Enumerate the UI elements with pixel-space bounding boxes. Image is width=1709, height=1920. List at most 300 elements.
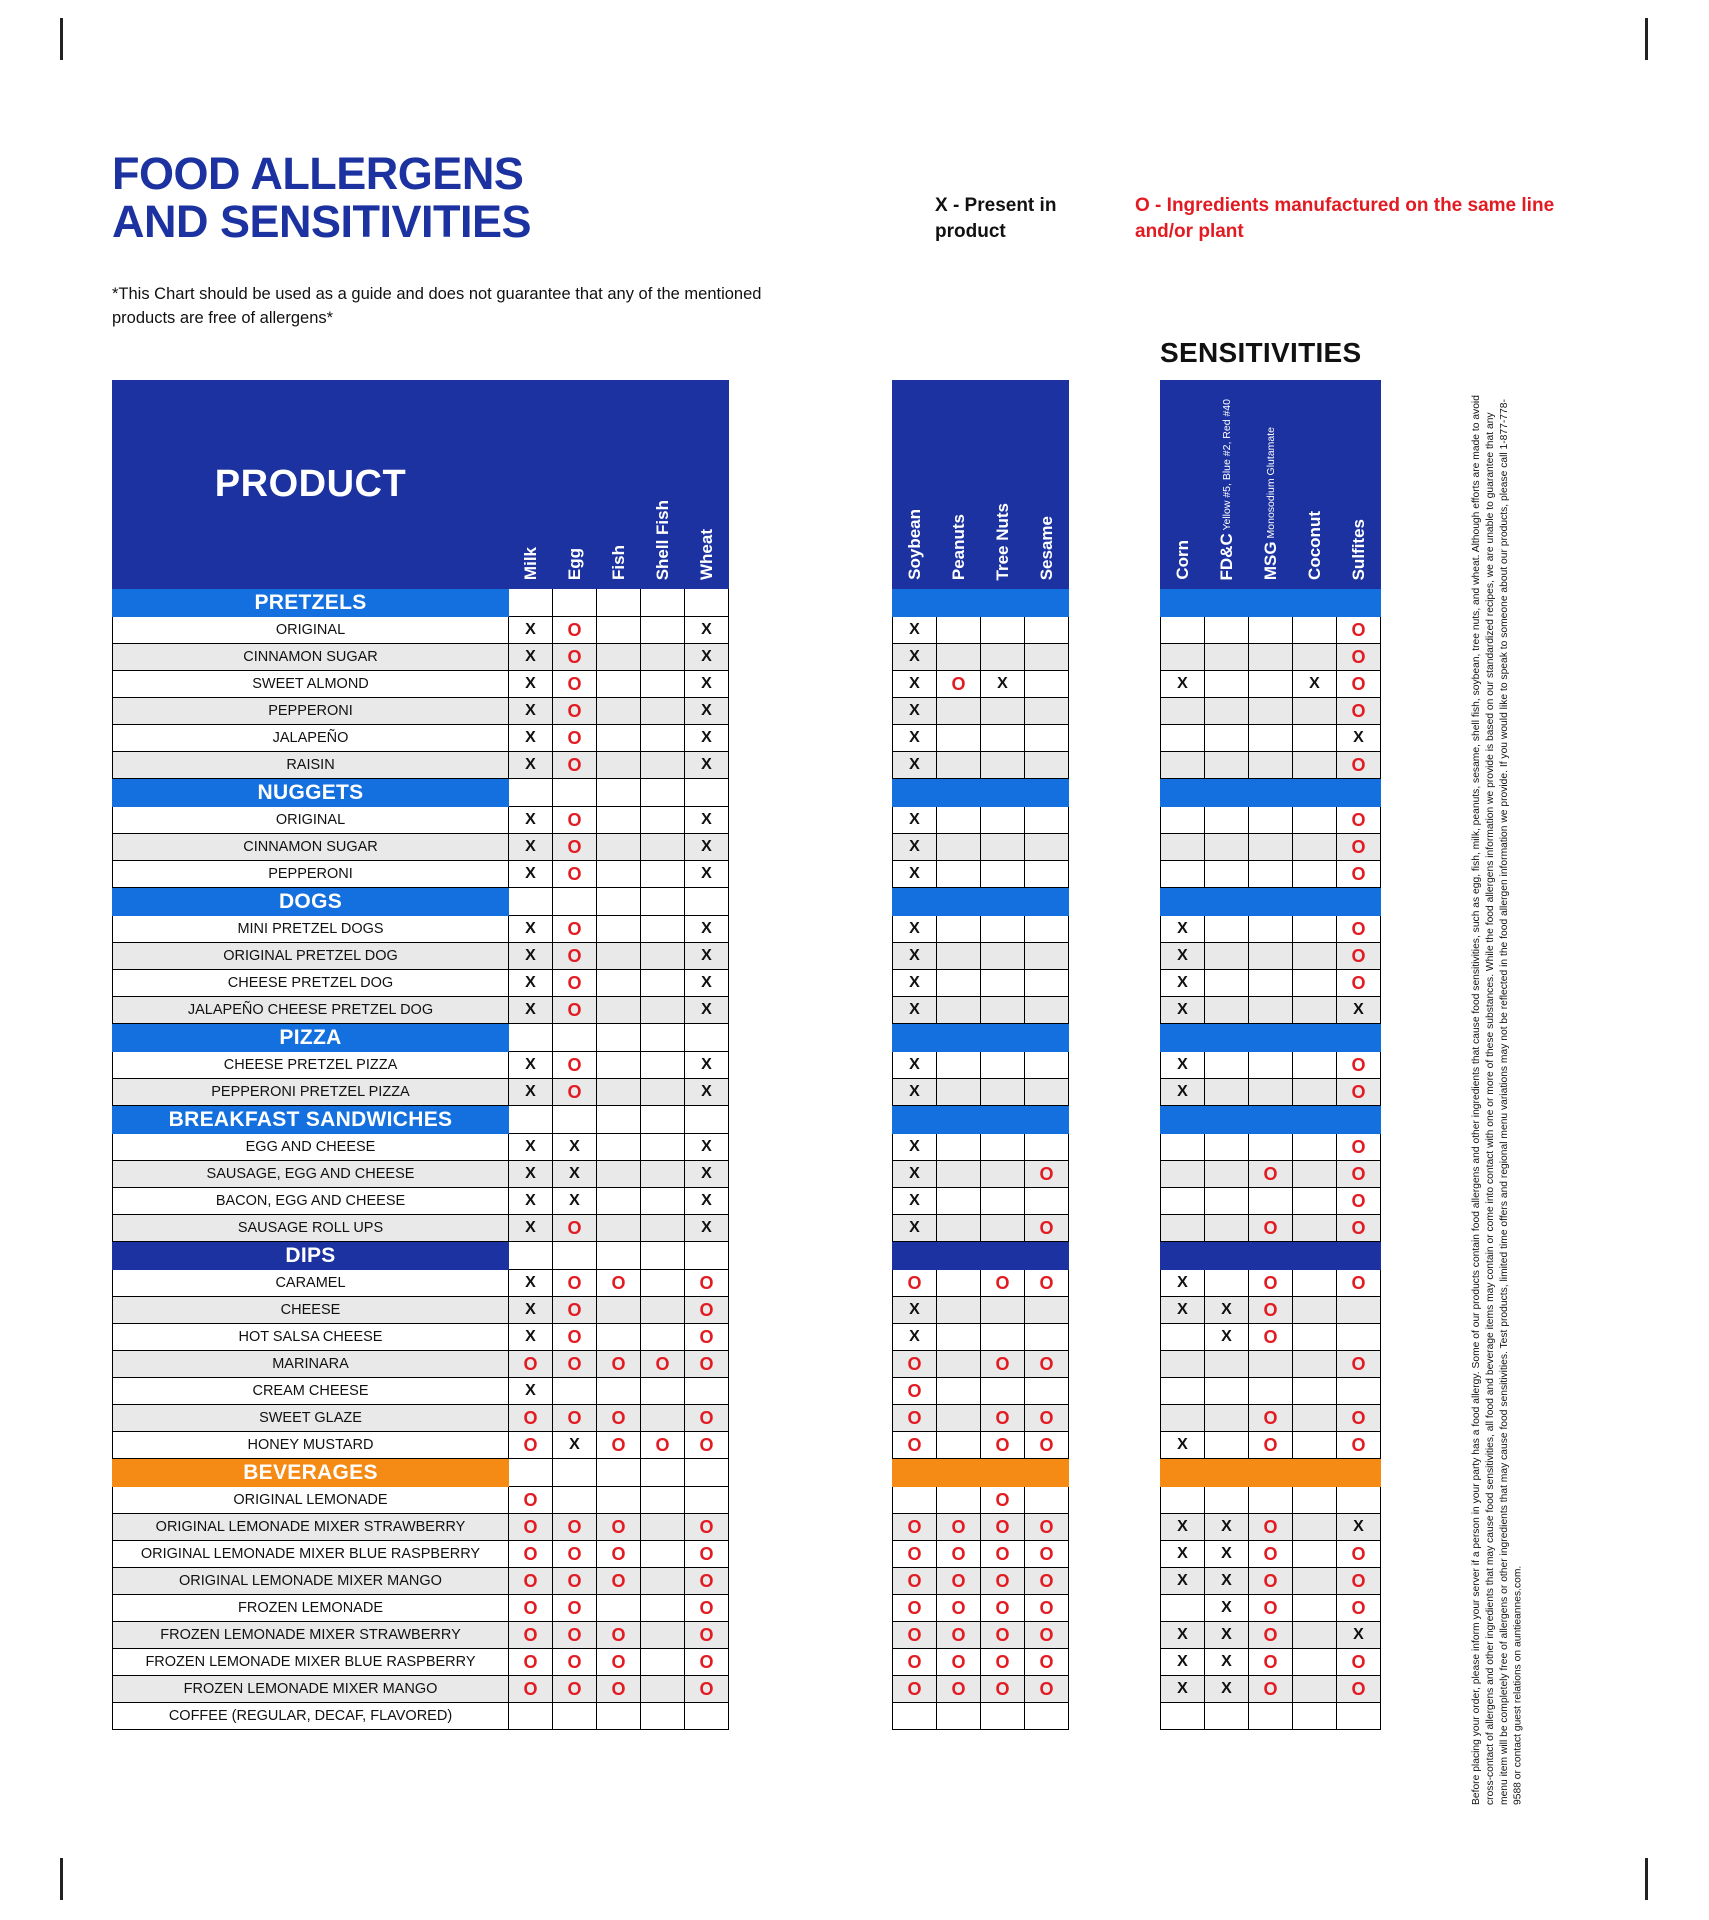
table-row [1161, 617, 1381, 644]
allergen-cell-peanuts: O [937, 1622, 981, 1649]
allergen-cell-egg: O [553, 943, 597, 970]
product-name-cell: SAUSAGE, EGG AND CHEESE [113, 1161, 509, 1188]
allergen-cell-tree-nuts: O [981, 1622, 1025, 1649]
allergen-cell-peanuts: O [937, 1649, 981, 1676]
allergen-cell-peanuts: O [937, 671, 981, 698]
allergen-cell-soybean: O [893, 1676, 937, 1703]
category-band-cell [1161, 779, 1205, 807]
allergen-cell-sesame [1025, 752, 1069, 779]
sensitivity-cell-corn: X [1161, 1297, 1205, 1324]
category-band-cell [1249, 589, 1293, 617]
allergen-cell-wheat: X [685, 617, 729, 644]
sensitivity-cell-sulfites: O [1337, 970, 1381, 997]
category-band-cell [1293, 1459, 1337, 1487]
allergen-cell-fish [597, 943, 641, 970]
category-band-cell [937, 779, 981, 807]
allergen-cell-soybean: X [893, 834, 937, 861]
sensitivity-cell-msg: O [1249, 1270, 1293, 1297]
allergen-cell-sesame [1025, 617, 1069, 644]
allergen-cell-egg: O [553, 1541, 597, 1568]
product-name-cell: MINI PRETZEL DOGS [113, 916, 509, 943]
allergen-cell-wheat: X [685, 807, 729, 834]
table-row [893, 916, 1069, 943]
sensitivity-cell-fd-c [1205, 671, 1249, 698]
sensitivity-cell-msg: O [1249, 1541, 1293, 1568]
sensitivity-cell-corn: X [1161, 1079, 1205, 1106]
product-name-cell: ORIGINAL [113, 617, 509, 644]
allergen-cell-shell-fish [641, 1568, 685, 1595]
allergen-cell-soybean: O [893, 1649, 937, 1676]
allergen-cell-peanuts [937, 752, 981, 779]
allergen-cell-wheat: X [685, 698, 729, 725]
table-row [113, 671, 729, 698]
allergen-cell-shell-fish [641, 1079, 685, 1106]
sensitivity-cell-corn [1161, 861, 1205, 888]
allergen-cell-tree-nuts [981, 970, 1025, 997]
sensitivity-cell-coconut [1293, 970, 1337, 997]
table-row [113, 916, 729, 943]
category-spacer-cell [641, 1242, 685, 1270]
category-band-cell [981, 888, 1025, 916]
category-spacer-cell [641, 1459, 685, 1487]
product-name-cell: CINNAMON SUGAR [113, 834, 509, 861]
table-row [1161, 943, 1381, 970]
sensitivity-cell-corn [1161, 1188, 1205, 1215]
column-header-coconut: Coconut [1293, 381, 1337, 589]
product-name-cell: COFFEE (REGULAR, DECAF, FLAVORED) [113, 1703, 509, 1730]
sensitivity-cell-corn [1161, 834, 1205, 861]
allergen-cell-soybean: X [893, 725, 937, 752]
allergen-cell-peanuts [937, 1270, 981, 1297]
allergen-cell-milk: X [509, 752, 553, 779]
allergen-cell-wheat: O [685, 1622, 729, 1649]
allergen-cell-sesame [1025, 807, 1069, 834]
table-row [1161, 725, 1381, 752]
table-row [1161, 861, 1381, 888]
sensitivity-cell-fd-c [1205, 725, 1249, 752]
allergen-cell-egg: X [553, 1432, 597, 1459]
allergen-cell-egg: O [553, 834, 597, 861]
allergen-cell-sesame: O [1025, 1595, 1069, 1622]
sensitivity-cell-coconut [1293, 834, 1337, 861]
allergen-cell-wheat: O [685, 1568, 729, 1595]
sensitivity-cell-corn [1161, 752, 1205, 779]
category-band-cell [1293, 1106, 1337, 1134]
allergen-cell-soybean: O [893, 1568, 937, 1595]
allergen-cell-fish: O [597, 1405, 641, 1432]
allergen-cell-milk: O [509, 1487, 553, 1514]
table-row [113, 1079, 729, 1106]
category-band-cell [981, 1459, 1025, 1487]
allergen-cell-soybean: O [893, 1405, 937, 1432]
category-spacer-cell [597, 888, 641, 916]
allergen-cell-fish [597, 1215, 641, 1242]
allergen-cell-sesame [1025, 671, 1069, 698]
allergen-cell-egg: O [553, 671, 597, 698]
allergen-cell-wheat: X [685, 1188, 729, 1215]
sensitivity-cell-fd-c [1205, 1703, 1249, 1730]
table-row [1161, 807, 1381, 834]
allergen-cell-milk: X [509, 970, 553, 997]
allergen-cell-soybean: O [893, 1432, 937, 1459]
category-band-cell [1249, 779, 1293, 807]
product-name-cell: CINNAMON SUGAR [113, 644, 509, 671]
table-row [1161, 1079, 1381, 1106]
allergen-cell-egg: O [553, 1595, 597, 1622]
allergen-cell-wheat: X [685, 1215, 729, 1242]
sensitivity-cell-msg [1249, 1378, 1293, 1405]
column-header-sulfites: Sulfites [1337, 381, 1381, 589]
allergen-cell-fish [597, 834, 641, 861]
product-name-cell: ORIGINAL LEMONADE MIXER STRAWBERRY [113, 1514, 509, 1541]
product-name-cell: ORIGINAL LEMONADE [113, 1487, 509, 1514]
allergen-cell-sesame: O [1025, 1161, 1069, 1188]
allergen-cell-tree-nuts: O [981, 1432, 1025, 1459]
table-row [1161, 997, 1381, 1024]
sensitivity-cell-fd-c [1205, 943, 1249, 970]
allergen-cell-sesame [1025, 698, 1069, 725]
allergen-cell-tree-nuts [981, 1378, 1025, 1405]
sensitivity-cell-coconut [1293, 916, 1337, 943]
allergen-cell-soybean: X [893, 970, 937, 997]
sensitivity-cell-fd-c [1205, 1432, 1249, 1459]
page-title-line2: AND SENSITIVITIES [112, 195, 532, 247]
allergen-cell-shell-fish [641, 644, 685, 671]
allergen-cell-sesame: O [1025, 1514, 1069, 1541]
allergen-cell-shell-fish [641, 1649, 685, 1676]
sensitivity-cell-coconut [1293, 1622, 1337, 1649]
table-row [113, 1215, 729, 1242]
category-band-cell [893, 589, 937, 617]
legend-o-shared-line: O - Ingredients manufactured on the same line and/or plant [1135, 195, 1555, 242]
product-name-cell: FROZEN LEMONADE MIXER BLUE RASPBERRY [113, 1649, 509, 1676]
sensitivity-cell-msg: O [1249, 1215, 1293, 1242]
table-row [893, 1134, 1069, 1161]
allergen-cell-soybean: X [893, 807, 937, 834]
allergen-cell-peanuts [937, 943, 981, 970]
allergen-cell-tree-nuts: O [981, 1351, 1025, 1378]
sensitivity-cell-corn [1161, 1703, 1205, 1730]
footnote-text: Before placing your order, please inform your server if a person in your party has a food allergy. Some of our products contain food allergens and other ingredients that cause food sensitivities, such as egg, fish, milk, peanuts, sesame, shell fish, soybean, tree nuts, and wheat. Although efforts are made to avoid cross-contact of allergens and other ingredients that may cause food sensitivities, all food and beverage items may contain or come into contact with one or more of these substances. While the food allergens information we provide is based on our standardized recipes, we are unable to guarantee that any menu item will be completely free of allergens or other ingredients that may cause food sensitivities. Test products, limited time offers and regional menu variations may not be reflected in the food allergen information we provide. If you would like to speak to someone about our products, please call 1-877-778-9588 or contact guest relations on auntieannes.com. [1471, 395, 1524, 1805]
sensitivity-cell-corn [1161, 807, 1205, 834]
table-row [893, 1405, 1069, 1432]
allergen-cell-tree-nuts: O [981, 1514, 1025, 1541]
allergen-cell-wheat: X [685, 671, 729, 698]
table-row [1161, 1649, 1381, 1676]
allergen-cell-milk: X [509, 1134, 553, 1161]
allergen-cell-tree-nuts: O [981, 1405, 1025, 1432]
allergen-cell-milk: O [509, 1568, 553, 1595]
allergen-cell-egg: O [553, 617, 597, 644]
table-row [113, 1188, 729, 1215]
allergen-cell-shell-fish [641, 1514, 685, 1541]
allergen-cell-soybean: X [893, 671, 937, 698]
allergen-cell-sesame [1025, 1378, 1069, 1405]
sensitivity-cell-coconut [1293, 807, 1337, 834]
column-header-peanuts: Peanuts [937, 381, 981, 589]
table-row [113, 1378, 729, 1405]
allergen-cell-sesame [1025, 1487, 1069, 1514]
category-band-cell [1161, 1459, 1205, 1487]
allergen-cell-tree-nuts [981, 1079, 1025, 1106]
table-row [113, 698, 729, 725]
sensitivity-cell-corn: X [1161, 1541, 1205, 1568]
category-band-cell [981, 1242, 1025, 1270]
allergen-cell-milk: X [509, 807, 553, 834]
table-row [893, 1541, 1069, 1568]
table-row [1161, 1215, 1381, 1242]
crop-mark-bottom-right [1645, 1858, 1648, 1900]
sensitivity-cell-sulfites: O [1337, 834, 1381, 861]
category-spacer-cell [641, 779, 685, 807]
allergen-cell-wheat: O [685, 1649, 729, 1676]
allergen-cell-fish [597, 916, 641, 943]
sensitivity-cell-coconut [1293, 1405, 1337, 1432]
allergen-cell-milk: X [509, 834, 553, 861]
allergen-cell-egg: O [553, 644, 597, 671]
sensitivity-cell-fd-c [1205, 1161, 1249, 1188]
category-band-cell [893, 1459, 937, 1487]
sensitivity-cell-sulfites: O [1337, 1568, 1381, 1595]
allergen-cell-milk: O [509, 1622, 553, 1649]
allergen-cell-milk: X [509, 943, 553, 970]
allergen-cell-tree-nuts [981, 1215, 1025, 1242]
table-row [1161, 1052, 1381, 1079]
sensitivity-cell-msg [1249, 1052, 1293, 1079]
sensitivity-cell-corn: X [1161, 1676, 1205, 1703]
allergen-cell-tree-nuts [981, 1188, 1025, 1215]
category-band-cell [1337, 1459, 1381, 1487]
table-row [1161, 1622, 1381, 1649]
allergen-cell-wheat: X [685, 916, 729, 943]
table-row [1161, 1487, 1381, 1514]
table-row [1161, 698, 1381, 725]
table-row [113, 1622, 729, 1649]
sensitivity-cell-coconut [1293, 644, 1337, 671]
allergen-cell-peanuts [937, 916, 981, 943]
sensitivity-cell-sulfites: O [1337, 617, 1381, 644]
product-name-cell: RAISIN [113, 752, 509, 779]
sensitivity-cell-fd-c [1205, 617, 1249, 644]
sensitivity-cell-coconut [1293, 997, 1337, 1024]
allergen-cell-wheat: O [685, 1270, 729, 1297]
allergen-cell-milk: O [509, 1351, 553, 1378]
allergen-cell-soybean: X [893, 943, 937, 970]
sensitivity-cell-sulfites: O [1337, 1649, 1381, 1676]
sensitivity-cell-corn: X [1161, 970, 1205, 997]
sensitivity-cell-coconut [1293, 617, 1337, 644]
table-row [1161, 1595, 1381, 1622]
sensitivity-cell-coconut [1293, 1568, 1337, 1595]
sensitivity-cell-corn: X [1161, 671, 1205, 698]
sensitivity-cell-sulfites: O [1337, 1188, 1381, 1215]
product-name-cell: FROZEN LEMONADE MIXER STRAWBERRY [113, 1622, 509, 1649]
allergen-cell-wheat: O [685, 1324, 729, 1351]
sensitivity-cell-msg: O [1249, 1324, 1293, 1351]
category-band-cell [1205, 589, 1249, 617]
allergen-cell-tree-nuts: X [981, 671, 1025, 698]
allergen-cell-sesame [1025, 1324, 1069, 1351]
allergen-cell-egg: O [553, 1052, 597, 1079]
allergen-cell-egg: O [553, 1351, 597, 1378]
column-header-milk: Milk [509, 381, 553, 589]
allergen-cell-shell-fish [641, 1378, 685, 1405]
sensitivity-cell-msg [1249, 725, 1293, 752]
table-row [893, 698, 1069, 725]
allergen-cell-peanuts: O [937, 1568, 981, 1595]
category-band-cell [981, 1106, 1025, 1134]
sensitivity-cell-sulfites: X [1337, 1514, 1381, 1541]
allergen-cell-egg: O [553, 1568, 597, 1595]
allergen-cell-peanuts [937, 1134, 981, 1161]
sensitivity-cell-corn [1161, 698, 1205, 725]
sensitivity-cell-sulfites: O [1337, 861, 1381, 888]
category-band-cell [1025, 1459, 1069, 1487]
allergen-cell-fish [597, 1052, 641, 1079]
allergen-cell-shell-fish [641, 1270, 685, 1297]
table-row [113, 644, 729, 671]
allergen-cell-sesame: O [1025, 1568, 1069, 1595]
allergen-cell-shell-fish [641, 1487, 685, 1514]
allergen-cell-sesame [1025, 861, 1069, 888]
table-row [893, 807, 1069, 834]
category-band-cell [937, 1106, 981, 1134]
allergen-cell-milk: X [509, 1324, 553, 1351]
table-row [1161, 1514, 1381, 1541]
sensitivity-cell-sulfites [1337, 1703, 1381, 1730]
sensitivity-cell-sulfites: X [1337, 997, 1381, 1024]
table-row [1161, 834, 1381, 861]
category-spacer-cell [553, 1106, 597, 1134]
sensitivity-cell-msg: O [1249, 1297, 1293, 1324]
sensitivity-cell-fd-c [1205, 1378, 1249, 1405]
allergen-cell-milk: O [509, 1676, 553, 1703]
category-spacer-cell [509, 589, 553, 617]
allergen-cell-milk: X [509, 861, 553, 888]
allergen-cell-peanuts [937, 1215, 981, 1242]
allergen-cell-egg: O [553, 1622, 597, 1649]
allergen-cell-soybean: X [893, 1052, 937, 1079]
allergen-cell-soybean: X [893, 1134, 937, 1161]
page-title [112, 150, 812, 245]
table-row [113, 834, 729, 861]
allergen-cell-milk: X [509, 725, 553, 752]
category-spacer-cell [597, 1459, 641, 1487]
sensitivity-cell-coconut: X [1293, 671, 1337, 698]
allergen-cell-fish [597, 1378, 641, 1405]
sensitivity-cell-msg [1249, 1079, 1293, 1106]
allergen-cell-tree-nuts: O [981, 1649, 1025, 1676]
sensitivity-cell-sulfites: O [1337, 1405, 1381, 1432]
allergen-cell-tree-nuts: O [981, 1270, 1025, 1297]
table-row [1161, 1405, 1381, 1432]
allergen-cell-fish [597, 1297, 641, 1324]
table-row [1161, 1297, 1381, 1324]
allergen-cell-wheat: O [685, 1405, 729, 1432]
allergen-cell-egg: O [553, 1514, 597, 1541]
category-header: DIPS [113, 1242, 509, 1270]
sensitivity-cell-msg [1249, 1487, 1293, 1514]
table-row [113, 1487, 729, 1514]
sensitivity-cell-fd-c: X [1205, 1595, 1249, 1622]
allergen-cell-soybean: X [893, 617, 937, 644]
sensitivity-cell-coconut [1293, 1541, 1337, 1568]
sensitivity-cell-coconut [1293, 1676, 1337, 1703]
sensitivity-cell-msg [1249, 834, 1293, 861]
sensitivity-cell-coconut [1293, 1215, 1337, 1242]
sensitivity-cell-fd-c [1205, 1215, 1249, 1242]
table-row [1161, 752, 1381, 779]
sensitivity-cell-coconut [1293, 1134, 1337, 1161]
category-spacer-cell [553, 589, 597, 617]
allergen-cell-soybean: X [893, 698, 937, 725]
category-header: BREAKFAST SANDWICHES [113, 1106, 509, 1134]
sensitivity-cell-corn: X [1161, 943, 1205, 970]
table-row [893, 1161, 1069, 1188]
table-row [1161, 1270, 1381, 1297]
sensitivity-cell-fd-c [1205, 1134, 1249, 1161]
allergen-cell-egg: O [553, 1649, 597, 1676]
allergen-cell-fish: O [597, 1432, 641, 1459]
allergen-cell-sesame: O [1025, 1676, 1069, 1703]
product-name-cell: PEPPERONI [113, 698, 509, 725]
table-row [893, 997, 1069, 1024]
allergen-cell-fish [597, 1188, 641, 1215]
sensitivity-cell-corn: X [1161, 1568, 1205, 1595]
allergen-cell-fish: O [597, 1514, 641, 1541]
table-row [113, 943, 729, 970]
allergen-cell-wheat: O [685, 1351, 729, 1378]
product-name-cell: CARAMEL [113, 1270, 509, 1297]
allergen-cell-sesame: O [1025, 1649, 1069, 1676]
allergen-cell-soybean: O [893, 1270, 937, 1297]
sensitivity-cell-sulfites: X [1337, 725, 1381, 752]
sensitivity-cell-fd-c: X [1205, 1514, 1249, 1541]
allergen-cell-shell-fish [641, 1541, 685, 1568]
category-spacer-cell [509, 1024, 553, 1052]
sensitivity-cell-fd-c [1205, 1351, 1249, 1378]
sensitivity-cell-fd-c [1205, 834, 1249, 861]
sensitivity-cell-sulfites: O [1337, 1052, 1381, 1079]
allergen-cell-tree-nuts [981, 644, 1025, 671]
column-header-sesame: Sesame [1025, 381, 1069, 589]
sensitivity-cell-msg [1249, 1351, 1293, 1378]
sensitivity-cell-corn [1161, 617, 1205, 644]
category-spacer-cell [597, 1024, 641, 1052]
allergen-cell-milk: X [509, 997, 553, 1024]
allergen-cell-milk: X [509, 644, 553, 671]
allergen-cell-fish: O [597, 1541, 641, 1568]
allergen-cell-milk: O [509, 1649, 553, 1676]
category-spacer-cell [509, 1242, 553, 1270]
allergen-cell-sesame: O [1025, 1215, 1069, 1242]
allergen-cell-egg: O [553, 861, 597, 888]
allergen-cell-egg: O [553, 752, 597, 779]
table-row [1161, 1541, 1381, 1568]
category-band-cell [1205, 1106, 1249, 1134]
allergen-cell-egg: O [553, 970, 597, 997]
allergen-cell-wheat [685, 1378, 729, 1405]
sensitivity-cell-fd-c [1205, 752, 1249, 779]
sensitivity-cell-coconut [1293, 1649, 1337, 1676]
allergen-cell-milk: O [509, 1514, 553, 1541]
allergen-cell-peanuts [937, 1405, 981, 1432]
table-row [893, 1052, 1069, 1079]
product-name-cell: ORIGINAL PRETZEL DOG [113, 943, 509, 970]
product-name-cell: CHEESE PRETZEL PIZZA [113, 1052, 509, 1079]
allergen-cell-tree-nuts: O [981, 1568, 1025, 1595]
category-spacer-cell [553, 888, 597, 916]
